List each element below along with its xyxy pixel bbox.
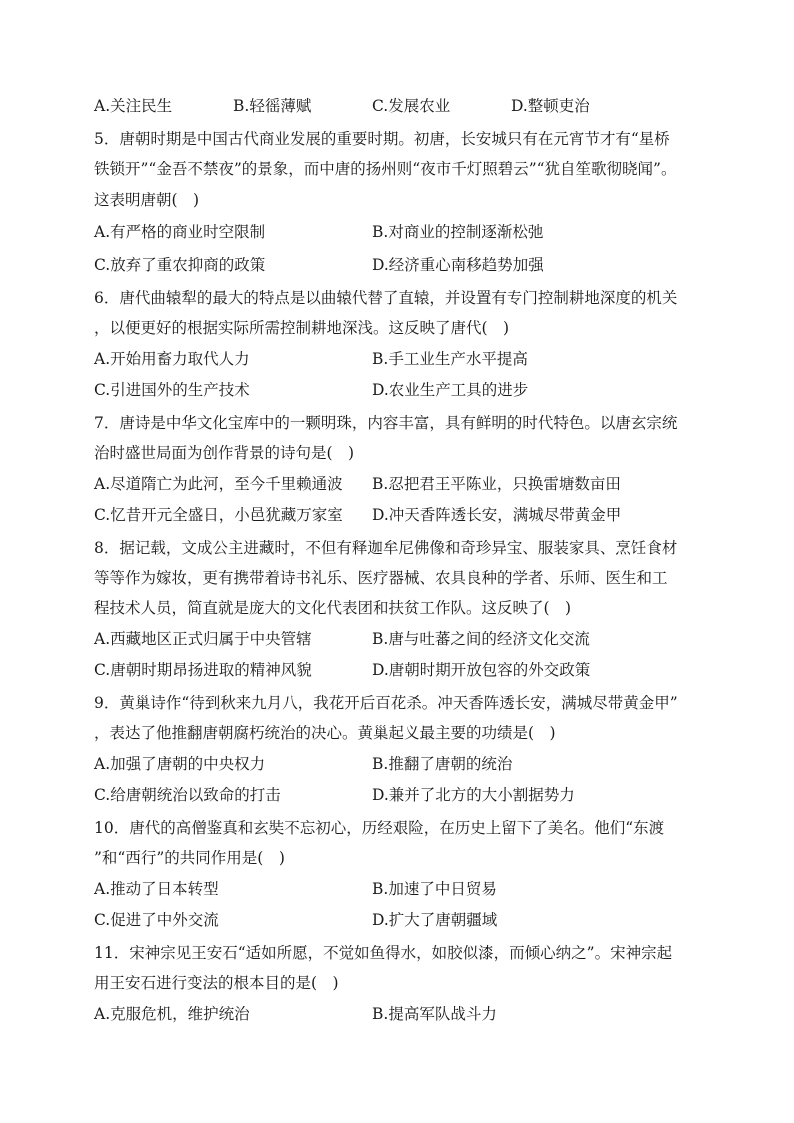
q5-option-c: C.放弃了重农抑商的政策 (94, 256, 266, 274)
q8-option-b: B.唐与吐蕃之间的经济文化交流 (372, 630, 590, 648)
q5-option-a: A.有严格的商业时空限制 (94, 223, 266, 241)
q5-option-b: B.对商业的控制逐渐松弛 (372, 223, 544, 241)
q6-option-c: C.引进国外的生产技术 (94, 381, 250, 399)
q6-option-a: A.开始用畜力取代人力 (94, 350, 250, 368)
q10-option-d: D.扩大了唐朝疆域 (372, 911, 498, 929)
q8-stem-line-1: 8．据记载，文成公主进藏时，不但有释迦牟尼佛像和奇珍异宝、服装家具、烹饪食材 (94, 539, 678, 557)
q10-option-a: A.推动了日本转型 (94, 880, 219, 898)
q9-option-d: D.兼并了北方的大小割据势力 (372, 786, 575, 804)
q9-option-c: C.给唐朝统治以致命的打击 (94, 786, 281, 804)
q7-option-d: D.冲天香阵透长安，满城尽带黄金甲 (372, 506, 622, 524)
q6-option-d: D.农业生产工具的进步 (372, 381, 529, 399)
q10-option-c: C.促进了中外交流 (94, 911, 219, 929)
q4-option-c: C.发展农业 (372, 97, 451, 115)
q5-option-d: D.经济重心南移趋势加强 (372, 256, 544, 274)
q6-stem-line-2: ，以便更好的根据实际所需控制耕地深浅。这反映了唐代( ) (94, 319, 510, 337)
q9-option-b: B.推翻了唐朝的统治 (372, 755, 513, 773)
q8-option-d: D.唐朝时期开放包容的外交政策 (372, 661, 591, 679)
q11-stem-line-2: 用王安石进行变法的根本目的是( ) (94, 974, 339, 992)
q7-option-b: B.忍把君王平陈业，只换雷塘数亩田 (372, 475, 621, 493)
q7-option-c: C.忆昔开元全盛日，小邑犹藏万家室 (94, 506, 343, 524)
q9-stem-line-1: 9．黄巢诗作“待到秋来九月八，我花开后百花杀。冲天香阵透长安，满城尽带黄金甲” (94, 694, 678, 712)
q7-stem-line-1: 7．唐诗是中华文化宝库中的一颗明珠，内容丰富，具有鲜明的时代特色。以唐玄宗统 (94, 414, 678, 432)
q5-stem-line-3: 这表明唐朝( ) (94, 191, 200, 209)
q11-stem-line-1: 11．宋神宗见王安石“适如所愿，不觉如鱼得水，如胶似漆，而倾心纳之”。宋神宗起 (94, 944, 673, 962)
q5-stem-line-2: 铁锁开”“金吾不禁夜”的景象，而中唐的扬州则“夜市千灯照碧云”“犹自笙歌彻晓闻”。 (94, 160, 677, 178)
q6-stem-line-1: 6．唐代曲辕犁的最大的特点是以曲辕代替了直辕，并设置有专门控制耕地深度的机关 (94, 289, 678, 307)
q8-stem-line-2: 等等作为嫁妆，更有携带着诗书礼乐、医疗器械、农具良种的学者、乐师、医生和工 (94, 569, 668, 587)
q8-stem-line-3: 程技术人员，简直就是庞大的文化代表团和扶贫工作队。这反映了( ) (94, 599, 572, 617)
q8-option-a: A.西藏地区正式归属于中央管辖 (94, 630, 312, 648)
q10-option-b: B.加速了中日贸易 (372, 880, 497, 898)
q4-option-a: A.关注民生 (94, 97, 173, 115)
q9-option-a: A.加强了唐朝的中央权力 (94, 755, 266, 773)
q7-option-a: A.尽道隋亡为此河，至今千里赖通波 (94, 475, 343, 493)
q10-stem-line-2: ”和“西行”的共同作用是( ) (94, 849, 285, 867)
q4-option-d: D.整顿吏治 (511, 97, 590, 115)
q4-option-b: B.轻徭薄赋 (233, 97, 312, 115)
q8-option-c: C.唐朝时期昂扬进取的精神风貌 (94, 661, 312, 679)
q6-option-b: B.手工业生产水平提高 (372, 350, 528, 368)
q11-option-a: A.克服危机，维护统治 (94, 1005, 250, 1023)
q7-stem-line-2: 治时盛世局面为创作背景的诗句是( ) (94, 444, 355, 462)
q10-stem-line-1: 10．唐代的高僧鉴真和玄奘不忘初心，历经艰险，在历史上留下了美名。他们“东渡 (94, 819, 665, 837)
q9-stem-line-2: ，表达了他推翻唐朝腐朽统治的决心。黄巢起义最主要的功绩是( ) (94, 724, 556, 742)
q5-stem-line-1: 5．唐朝时期是中国古代商业发展的重要时期。初唐，长安城只有在元宵节才有“星桥 (94, 130, 670, 148)
q11-option-b: B.提高军队战斗力 (372, 1005, 497, 1023)
